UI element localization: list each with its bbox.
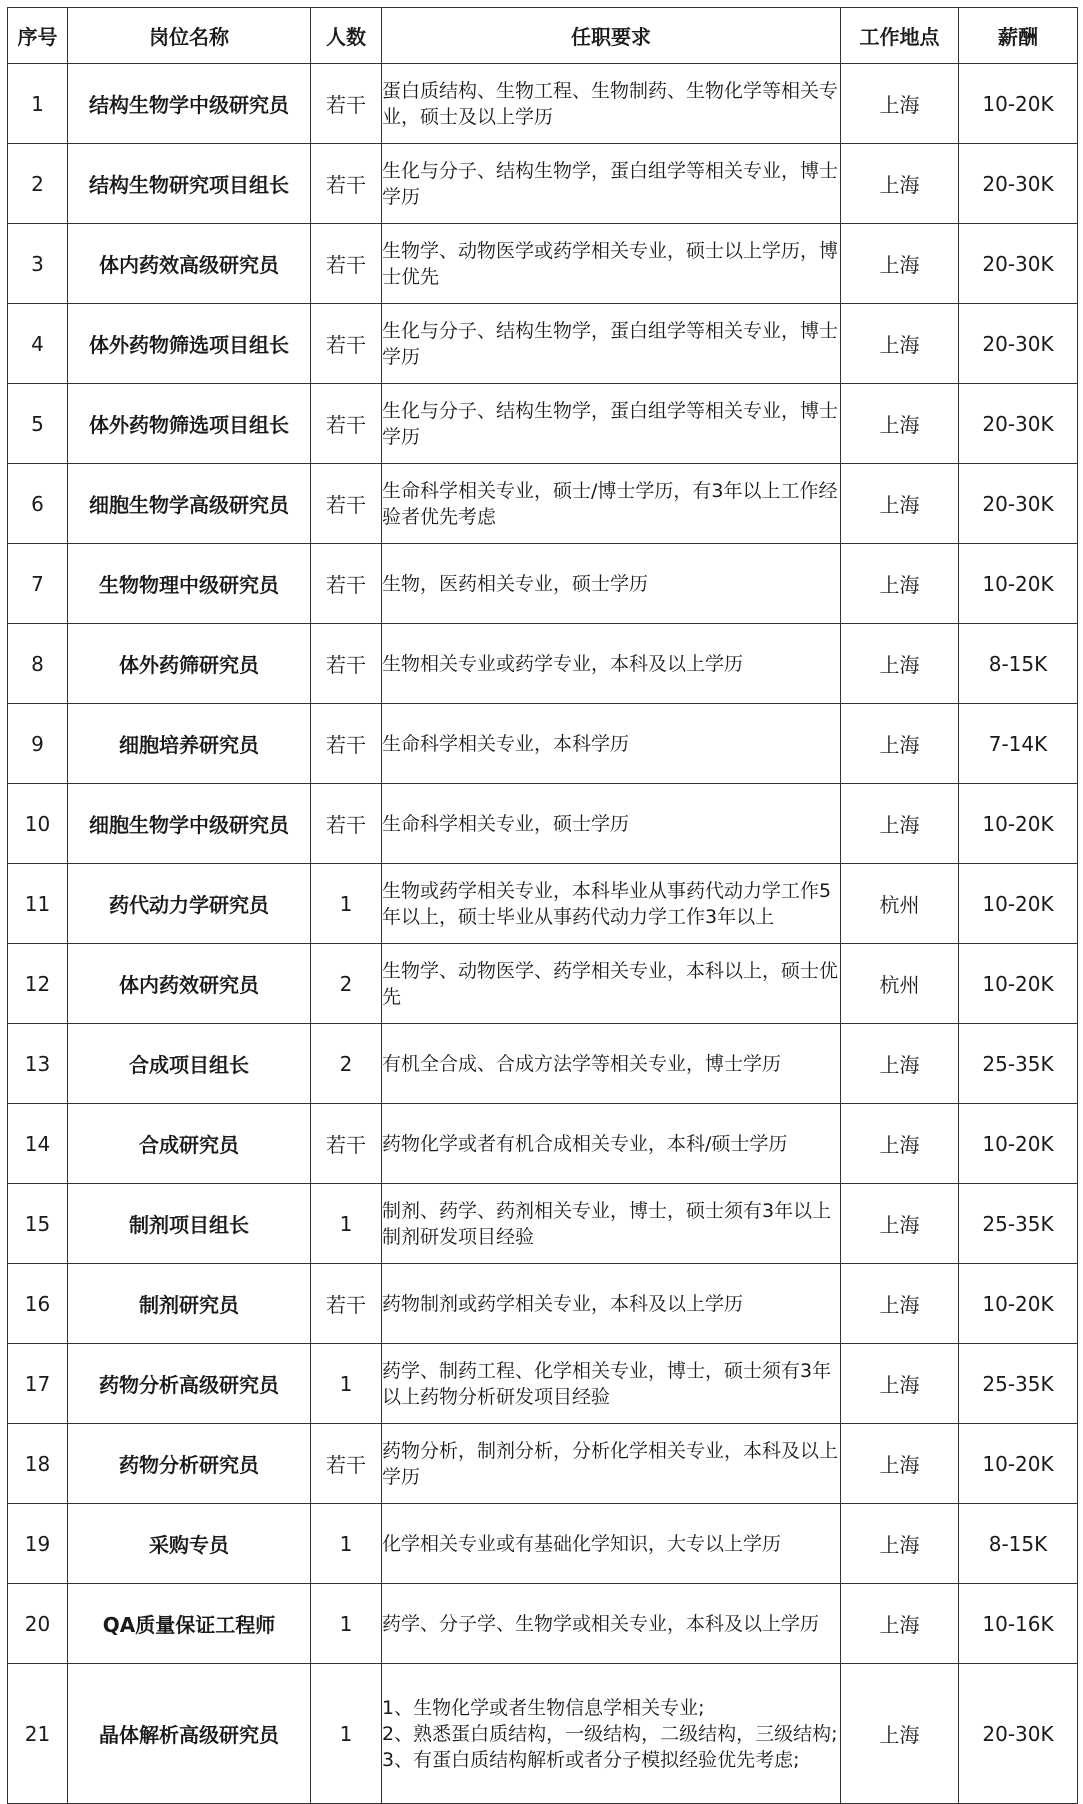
requirements-cell [382, 1104, 841, 1184]
headcount: 若干 [311, 704, 382, 784]
requirements-cell [382, 144, 841, 224]
salary: 10-20K [959, 64, 1078, 144]
headcount: 若干 [311, 224, 382, 304]
salary: 10-20K [959, 864, 1078, 944]
salary: 10-20K [959, 544, 1078, 624]
work-location: 上海 [841, 1584, 959, 1664]
salary: 20-30K [959, 144, 1078, 224]
row-number: 15 [8, 1184, 68, 1264]
salary: 7-14K [959, 704, 1078, 784]
table-row [8, 144, 1078, 224]
table-row [8, 224, 1078, 304]
job-title: 晶体解析高级研究员 [68, 1664, 311, 1804]
salary: 10-20K [959, 1424, 1078, 1504]
requirements-cell [382, 544, 841, 624]
requirements-cell [382, 944, 841, 1024]
salary: 10-16K [959, 1584, 1078, 1664]
requirements-cell [382, 1184, 841, 1264]
requirement-text: 2、熟悉蛋白质结构，一级结构，二级结构，三级结构; [382, 1722, 838, 1745]
requirement-text: 蛋白质结构、生物工程、生物制药、生物化学等相关专业，硕士及以上学历 [382, 79, 839, 128]
job-title: 合成研究员 [68, 1104, 311, 1184]
requirements-cell [382, 1504, 841, 1584]
headcount: 若干 [311, 784, 382, 864]
job-title: 合成项目组长 [68, 1024, 311, 1104]
requirement-text: 生化与分子、结构生物学，蛋白组学等相关专业，博士学历 [382, 159, 839, 208]
work-location: 上海 [841, 1184, 959, 1264]
headcount: 若干 [311, 384, 382, 464]
requirements-cell [382, 1664, 841, 1804]
row-number: 16 [8, 1264, 68, 1344]
requirement-text: 药物制剂或药学相关专业，本科及以上学历 [382, 1292, 744, 1315]
salary: 20-30K [959, 1664, 1078, 1804]
requirement-text: 生化与分子、结构生物学，蛋白组学等相关专业，博士学历 [382, 399, 839, 448]
headcount: 若干 [311, 464, 382, 544]
job-title: 细胞生物学高级研究员 [68, 464, 311, 544]
table-row [8, 1184, 1078, 1264]
requirement-text: 生命科学相关专业，硕士学历 [382, 812, 630, 835]
salary: 20-30K [959, 224, 1078, 304]
salary: 20-30K [959, 304, 1078, 384]
row-number: 12 [8, 944, 68, 1024]
row-number: 4 [8, 304, 68, 384]
header-no: 序号 [8, 8, 68, 64]
requirements-cell [382, 224, 841, 304]
row-number: 20 [8, 1584, 68, 1664]
headcount: 1 [311, 1184, 382, 1264]
salary: 25-35K [959, 1344, 1078, 1424]
requirements-cell [382, 704, 841, 784]
requirement-text: 生物学、动物医学或药学相关专业，硕士以上学历，博士优先 [382, 239, 839, 288]
work-location: 上海 [841, 1344, 959, 1424]
job-title: 制剂研究员 [68, 1264, 311, 1344]
work-location: 上海 [841, 544, 959, 624]
table-row [8, 304, 1078, 384]
salary: 8-15K [959, 1504, 1078, 1584]
table-row [8, 1264, 1078, 1344]
row-number: 10 [8, 784, 68, 864]
job-title: QA质量保证工程师 [68, 1584, 311, 1664]
table-row [8, 1664, 1078, 1804]
job-title: 体外药物筛选项目组长 [68, 304, 311, 384]
table-row [8, 384, 1078, 464]
headcount: 1 [311, 1584, 382, 1664]
work-location: 上海 [841, 464, 959, 544]
table-row [8, 1424, 1078, 1504]
header-requirements: 任职要求 [382, 8, 841, 64]
table-row [8, 784, 1078, 864]
job-title: 药物分析研究员 [68, 1424, 311, 1504]
work-location: 上海 [841, 704, 959, 784]
row-number: 17 [8, 1344, 68, 1424]
work-location: 上海 [841, 624, 959, 704]
requirements-cell [382, 624, 841, 704]
table-header-row [8, 8, 1078, 64]
requirements-cell [382, 1344, 841, 1424]
work-location: 上海 [841, 1424, 959, 1504]
header-salary: 薪酬 [959, 8, 1078, 64]
requirements-cell [382, 1424, 841, 1504]
header-location: 工作地点 [841, 8, 959, 64]
requirement-text: 生化与分子、结构生物学，蛋白组学等相关专业，博士学历 [382, 319, 839, 368]
requirement-text: 生物，医药相关专业，硕士学历 [382, 572, 649, 595]
work-location: 上海 [841, 1664, 959, 1804]
salary: 20-30K [959, 384, 1078, 464]
work-location: 上海 [841, 224, 959, 304]
headcount: 2 [311, 1024, 382, 1104]
table-row [8, 944, 1078, 1024]
requirement-text: 药学、制药工程、化学相关专业，博士，硕士须有3年以上药物分析研发项目经验 [382, 1359, 832, 1408]
headcount: 1 [311, 1504, 382, 1584]
job-title: 制剂项目组长 [68, 1184, 311, 1264]
headcount: 若干 [311, 544, 382, 624]
headcount: 若干 [311, 1104, 382, 1184]
work-location: 上海 [841, 1264, 959, 1344]
table-row [8, 624, 1078, 704]
requirements-cell [382, 1024, 841, 1104]
row-number: 9 [8, 704, 68, 784]
table-row [8, 704, 1078, 784]
requirement-text: 化学相关专业或有基础化学知识，大专以上学历 [382, 1532, 782, 1555]
row-number: 18 [8, 1424, 68, 1504]
headcount: 2 [311, 944, 382, 1024]
job-title: 药物分析高级研究员 [68, 1344, 311, 1424]
requirement-text: 有机全合成、合成方法学等相关专业，博士学历 [382, 1052, 782, 1075]
work-location: 上海 [841, 1504, 959, 1584]
job-title: 采购专员 [68, 1504, 311, 1584]
work-location: 上海 [841, 304, 959, 384]
row-number: 5 [8, 384, 68, 464]
requirements-cell [382, 384, 841, 464]
table-row [8, 1504, 1078, 1584]
table-row [8, 864, 1078, 944]
row-number: 11 [8, 864, 68, 944]
requirement-text: 1、生物化学或者生物信息学相关专业; [382, 1696, 705, 1719]
row-number: 7 [8, 544, 68, 624]
headcount: 1 [311, 1344, 382, 1424]
work-location: 上海 [841, 64, 959, 144]
requirement-text: 3、有蛋白质结构解析或者分子模拟经验优先考虑; [382, 1748, 800, 1771]
salary: 20-30K [959, 464, 1078, 544]
job-title: 体内药效研究员 [68, 944, 311, 1024]
job-title: 结构生物学中级研究员 [68, 64, 311, 144]
headcount: 若干 [311, 144, 382, 224]
requirement-text: 制剂、药学、药剂相关专业，博士，硕士须有3年以上制剂研发项目经验 [382, 1199, 832, 1248]
salary: 25-35K [959, 1024, 1078, 1104]
row-number: 6 [8, 464, 68, 544]
requirements-cell [382, 64, 841, 144]
job-title: 生物物理中级研究员 [68, 544, 311, 624]
headcount: 1 [311, 864, 382, 944]
job-title: 体内药效高级研究员 [68, 224, 311, 304]
requirement-text: 生物学、动物医学、药学相关专业，本科以上，硕士优先 [382, 959, 839, 1008]
requirement-text: 药物分析，制剂分析，分析化学相关专业，本科及以上学历 [382, 1439, 839, 1488]
requirements-cell [382, 784, 841, 864]
headcount: 若干 [311, 624, 382, 704]
work-location: 杭州 [841, 864, 959, 944]
requirements-cell [382, 864, 841, 944]
headcount: 1 [311, 1664, 382, 1804]
requirements-cell [382, 464, 841, 544]
requirement-text: 生物相关专业或药学专业，本科及以上学历 [382, 652, 744, 675]
row-number: 1 [8, 64, 68, 144]
salary: 10-20K [959, 1104, 1078, 1184]
table-body [8, 64, 1078, 1804]
table-row [8, 1024, 1078, 1104]
work-location: 上海 [841, 144, 959, 224]
row-number: 19 [8, 1504, 68, 1584]
requirement-text: 药学、分子学、生物学或相关专业，本科及以上学历 [382, 1612, 820, 1635]
header-title: 岗位名称 [68, 8, 311, 64]
headcount: 若干 [311, 1264, 382, 1344]
job-title: 细胞生物学中级研究员 [68, 784, 311, 864]
table-row [8, 1344, 1078, 1424]
row-number: 8 [8, 624, 68, 704]
headcount: 若干 [311, 304, 382, 384]
job-title: 细胞培养研究员 [68, 704, 311, 784]
header-count: 人数 [311, 8, 382, 64]
table-row [8, 64, 1078, 144]
job-title: 结构生物研究项目组长 [68, 144, 311, 224]
work-location: 上海 [841, 1104, 959, 1184]
row-number: 2 [8, 144, 68, 224]
work-location: 上海 [841, 384, 959, 464]
requirement-text: 生命科学相关专业，本科学历 [382, 732, 630, 755]
salary: 10-20K [959, 784, 1078, 864]
table-row [8, 464, 1078, 544]
salary: 10-20K [959, 1264, 1078, 1344]
work-location: 杭州 [841, 944, 959, 1024]
headcount: 若干 [311, 1424, 382, 1504]
requirement-text: 药物化学或者有机合成相关专业，本科/硕士学历 [382, 1132, 788, 1155]
requirements-cell [382, 1264, 841, 1344]
salary: 25-35K [959, 1184, 1078, 1264]
work-location: 上海 [841, 784, 959, 864]
headcount: 若干 [311, 64, 382, 144]
requirement-text: 生物或药学相关专业，本科毕业从事药代动力学工作5年以上，硕士毕业从事药代动力学工作3年以上 [382, 879, 832, 928]
row-number: 3 [8, 224, 68, 304]
job-table [7, 7, 1078, 1804]
row-number: 14 [8, 1104, 68, 1184]
table-row [8, 1104, 1078, 1184]
table-row [8, 1584, 1078, 1664]
work-location: 上海 [841, 1024, 959, 1104]
requirements-cell [382, 1584, 841, 1664]
salary: 10-20K [959, 944, 1078, 1024]
job-title: 药代动力学研究员 [68, 864, 311, 944]
requirements-cell [382, 304, 841, 384]
row-number: 21 [8, 1664, 68, 1804]
job-title: 体外药筛研究员 [68, 624, 311, 704]
table-row [8, 544, 1078, 624]
salary: 8-15K [959, 624, 1078, 704]
job-title: 体外药物筛选项目组长 [68, 384, 311, 464]
requirement-text: 生命科学相关专业，硕士/博士学历，有3年以上工作经验者优先考虑 [382, 479, 838, 528]
row-number: 13 [8, 1024, 68, 1104]
